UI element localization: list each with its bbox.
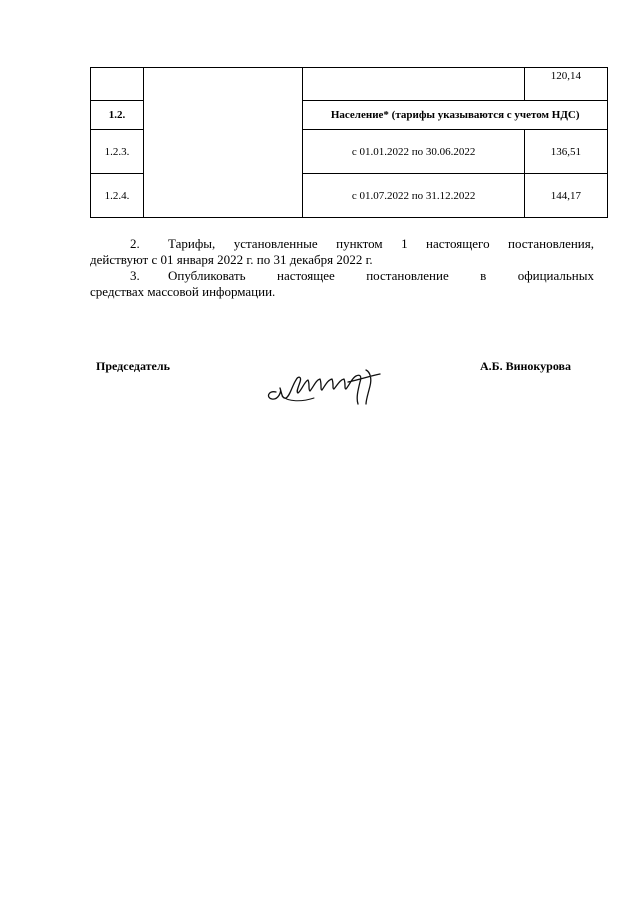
tariff-value-cell: 120,14 — [524, 68, 607, 101]
tariff-table — [90, 67, 608, 218]
section-title-bold: Население* ( — [330, 109, 396, 121]
signatory-name: А.Б. Винокурова — [480, 359, 572, 373]
section-title-italic: тарифы указываются с учетом НДС — [395, 109, 576, 121]
row-number-cell: 1.2.3. — [91, 130, 144, 174]
row-number-cell — [91, 68, 144, 101]
table-row — [91, 68, 608, 101]
service-cell — [144, 68, 303, 218]
paragraph-line: действуют с 01 января 2022 г. по 31 декабря 2022 г. — [90, 252, 373, 267]
paragraph-2 — [90, 236, 594, 268]
section-title — [303, 101, 608, 130]
paragraph-line: средствах массовой информации. — [90, 284, 276, 299]
section-number: 1.2. — [91, 101, 144, 130]
paragraph-text: Тарифы, установленные пунктом 1 настоящего постановления, — [168, 236, 594, 251]
section-title-close: ) — [575, 109, 580, 121]
signatory-role: Председатель — [96, 359, 170, 373]
paragraph-line — [90, 268, 594, 284]
paragraph-line — [90, 236, 594, 252]
period-cell: с 01.07.2022 по 31.12.2022 — [303, 174, 524, 218]
handwritten-signature — [262, 362, 390, 408]
period-cell — [303, 68, 524, 101]
row-number-cell: 1.2.4. — [91, 174, 144, 218]
tariff-value-cell: 136,51 — [524, 130, 607, 174]
paragraph-text: Опубликовать настоящее постановление в официальных — [168, 268, 594, 283]
paragraph-number: 2. — [130, 236, 140, 251]
tariff-value-cell: 144,17 — [524, 174, 607, 218]
paragraph-3 — [90, 268, 594, 300]
paragraph-number: 3. — [130, 268, 140, 283]
period-cell: с 01.01.2022 по 30.06.2022 — [303, 130, 524, 174]
